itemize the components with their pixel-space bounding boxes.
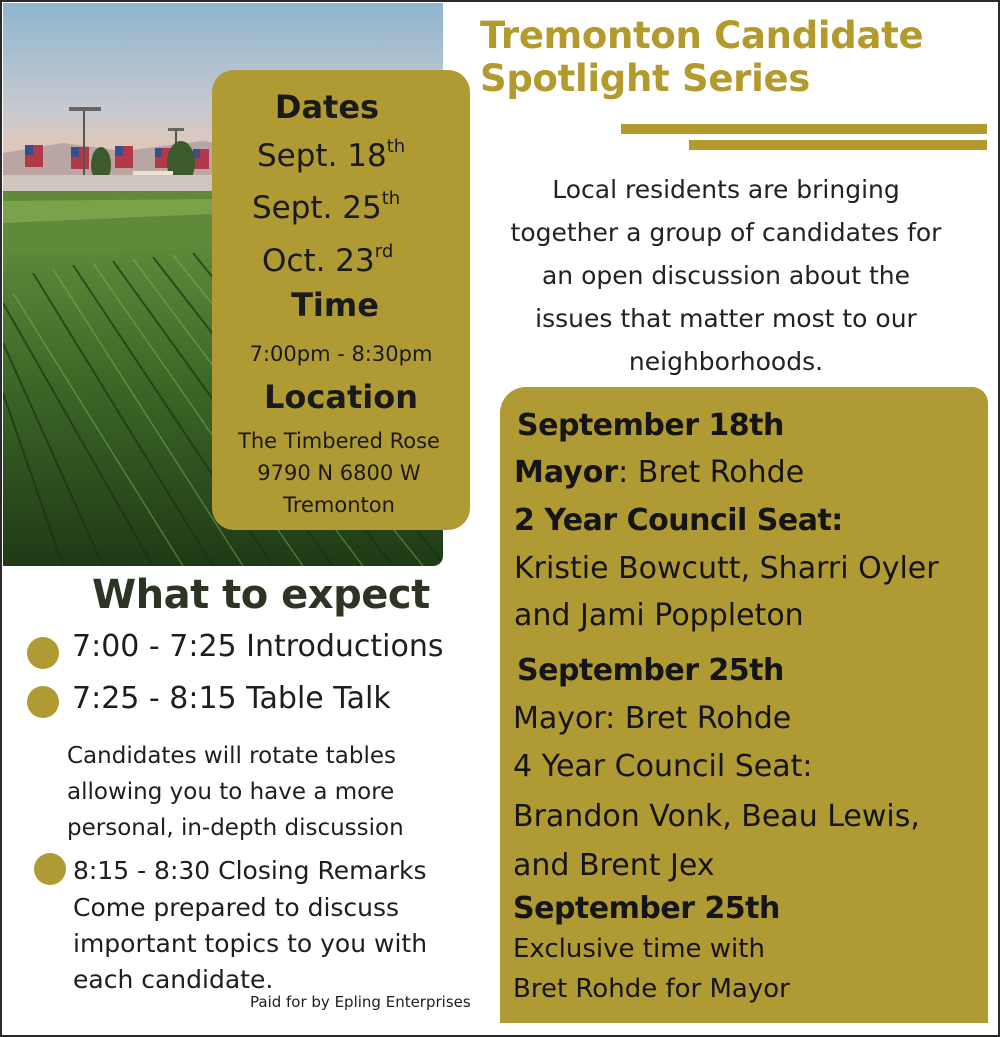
description-line: Come prepared to discuss (73, 893, 400, 922)
table-talk-description (67, 738, 477, 846)
exclusive-time-text: Exclusive time with (513, 934, 765, 964)
what-to-expect-heading: What to expect (92, 572, 430, 618)
location-address (215, 425, 463, 521)
bullet-icon (34, 853, 66, 885)
location-line: The Timbered Rose (238, 429, 440, 453)
intro-line: issues that matter most to our (535, 304, 917, 333)
date-item: Sept. 18th (257, 136, 406, 174)
exclusive-time-text: Bret Rohde for Mayor (513, 974, 790, 1004)
intro-line: neighborhoods. (628, 347, 824, 376)
schedule-date-heading: September 25th (517, 653, 784, 688)
intro-line: Local residents are bringing (552, 175, 900, 204)
description-line: each candidate. (73, 965, 274, 994)
council-seat-heading: 2 Year Council Seat: (514, 503, 843, 538)
time-heading: Time (291, 286, 379, 324)
schedule-mayor (514, 455, 804, 490)
date-item: Oct. 23rd (262, 241, 394, 279)
schedule-mayor: Mayor: Bret Rohde (513, 701, 792, 736)
location-heading: Location (264, 378, 418, 416)
title-rule-top (621, 124, 987, 134)
description-line: allowing you to have a more (67, 779, 395, 805)
schedule-date-heading: September 25th (513, 891, 780, 926)
location-line: Tremonton (283, 493, 395, 517)
flyer-title (480, 14, 995, 100)
date-item: Sept. 25th (252, 188, 401, 226)
paid-for-disclaimer: Paid for by Epling Enterprises (250, 993, 471, 1011)
council-seat-heading: 4 Year Council Seat: (513, 749, 813, 784)
mayor-value: : Bret Rohde (618, 455, 805, 490)
candidate-names: Brandon Vonk, Beau Lewis, (513, 799, 920, 834)
agenda-item-closing-remarks: 8:15 - 8:30 Closing Remarks (73, 856, 427, 885)
schedule-date-heading: September 18th (517, 408, 784, 443)
description-line: important topics to you with (73, 929, 428, 958)
agenda-item-table-talk: 7:25 - 8:15 Table Talk (72, 681, 391, 716)
intro-paragraph (466, 168, 986, 383)
title-line-1: Tremonton Candidate (480, 14, 924, 57)
candidate-names: and Brent Jex (513, 848, 715, 883)
intro-line: an open discussion about the (541, 261, 911, 290)
description-line: Candidates will rotate tables (67, 743, 397, 769)
mayor-label: Mayor (514, 455, 619, 490)
agenda-item-introductions: 7:00 - 7:25 Introductions (72, 629, 444, 664)
description-line: personal, in-depth discussion (67, 815, 404, 841)
dates-heading: Dates (274, 88, 380, 126)
intro-line: together a group of candidates for (510, 218, 942, 247)
time-value: 7:00pm - 8:30pm (249, 342, 433, 366)
closing-remarks-description (73, 890, 493, 998)
location-line: 9790 N 6800 W (257, 461, 421, 485)
candidate-names: and Jami Poppleton (514, 598, 804, 633)
bullet-icon (27, 686, 59, 718)
candidate-names: Kristie Bowcutt, Sharri Oyler (514, 551, 939, 586)
title-rule-bottom (689, 140, 987, 150)
title-line-2: Spotlight Series (480, 57, 810, 100)
bullet-icon (27, 637, 59, 669)
